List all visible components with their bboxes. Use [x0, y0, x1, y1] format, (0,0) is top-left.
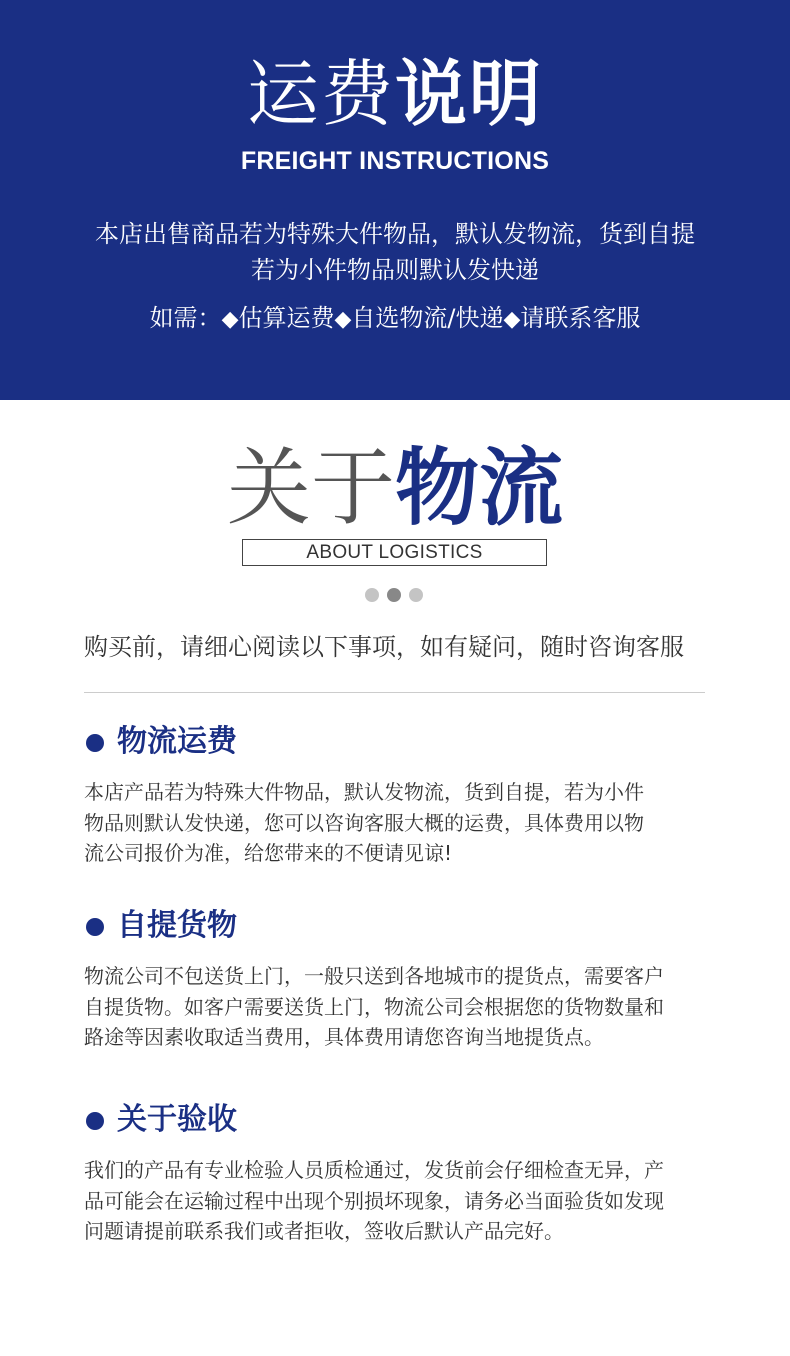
- section-body: [84, 961, 706, 1053]
- dot-icon: [387, 588, 401, 602]
- diamond-icon: ◆: [334, 307, 352, 332]
- diamond-icon: ◆: [503, 307, 521, 332]
- section-self-pickup: [84, 907, 706, 1053]
- freight-line-3-prefix: 如需：: [149, 304, 222, 332]
- section-heading: [84, 1101, 706, 1139]
- section-body: [84, 777, 706, 869]
- freight-subtitle: FREIGHT INSTRUCTIONS: [240, 147, 550, 175]
- section-line: 路途等因素收取适当费用，具体费用请您咨询当地提货点。: [84, 1025, 604, 1049]
- diamond-icon: ◆: [221, 307, 239, 332]
- freight-line-2: 若为小件物品则默认发快递: [251, 256, 539, 284]
- section-line: 本店产品若为特殊大件物品，默认发物流，货到自提，若为小件: [84, 780, 644, 804]
- freight-header: [0, 0, 790, 400]
- dot-icon: [365, 588, 379, 602]
- freight-title-bold: 说明: [395, 52, 544, 136]
- section-line: 问题请提前联系我们或者拒收，签收后默认产品完好。: [84, 1219, 564, 1243]
- about-logistics-title: [0, 439, 790, 537]
- freight-line-3: [0, 306, 790, 331]
- freight-item-estimate: 估算运费: [238, 304, 335, 332]
- intro-text: 购买前，请细心阅读以下事项，如有疑问，随时咨询客服: [84, 633, 684, 661]
- bullet-dot-icon: [86, 1112, 104, 1130]
- section-line: 品可能会在运输过程中出现个别损坏现象，请务必当面验货如发现: [84, 1188, 664, 1213]
- section-title: 自提货物: [117, 908, 237, 943]
- section-heading: [84, 907, 706, 945]
- section-title: 关于验收: [117, 1102, 237, 1137]
- section-body: [84, 1155, 706, 1247]
- freight-title: [0, 52, 790, 136]
- section-line: 物品则默认发快递，您可以咨询客服大概的运费，具体费用以物: [84, 810, 644, 835]
- section-line: 自提货物。如客户需要送货上门，物流公司会根据您的货物数量和: [84, 994, 664, 1019]
- divider: [84, 692, 705, 693]
- bullet-dot-icon: [86, 734, 104, 752]
- bullet-dot-icon: [86, 918, 104, 936]
- decorative-dots: [365, 588, 431, 603]
- about-title-light: 关于: [226, 439, 395, 537]
- freight-item-contact: 请联系客服: [520, 304, 641, 332]
- freight-title-light: 运费: [246, 52, 395, 136]
- about-logistics-subtitle: ABOUT LOGISTICS: [242, 539, 547, 566]
- section-line: 物流公司不包送货上门，一般只送到各地城市的提货点，需要客户: [84, 964, 664, 988]
- section-shipping-fee: [84, 723, 706, 869]
- section-inspection: [84, 1101, 706, 1247]
- section-title: 物流运费: [117, 724, 237, 759]
- about-title-bold: 物流: [395, 439, 564, 537]
- dot-icon: [409, 588, 423, 602]
- section-line: 流公司报价为准，给您带来的不便请见谅!: [84, 841, 453, 865]
- section-line: 我们的产品有专业检验人员质检通过，发货前会仔细检查无异，产: [84, 1158, 664, 1182]
- freight-item-choose: 自选物流/快递: [351, 304, 504, 332]
- section-heading: [84, 723, 706, 761]
- freight-line-1: 本店出售商品若为特殊大件物品，默认发物流，货到自提: [95, 220, 695, 248]
